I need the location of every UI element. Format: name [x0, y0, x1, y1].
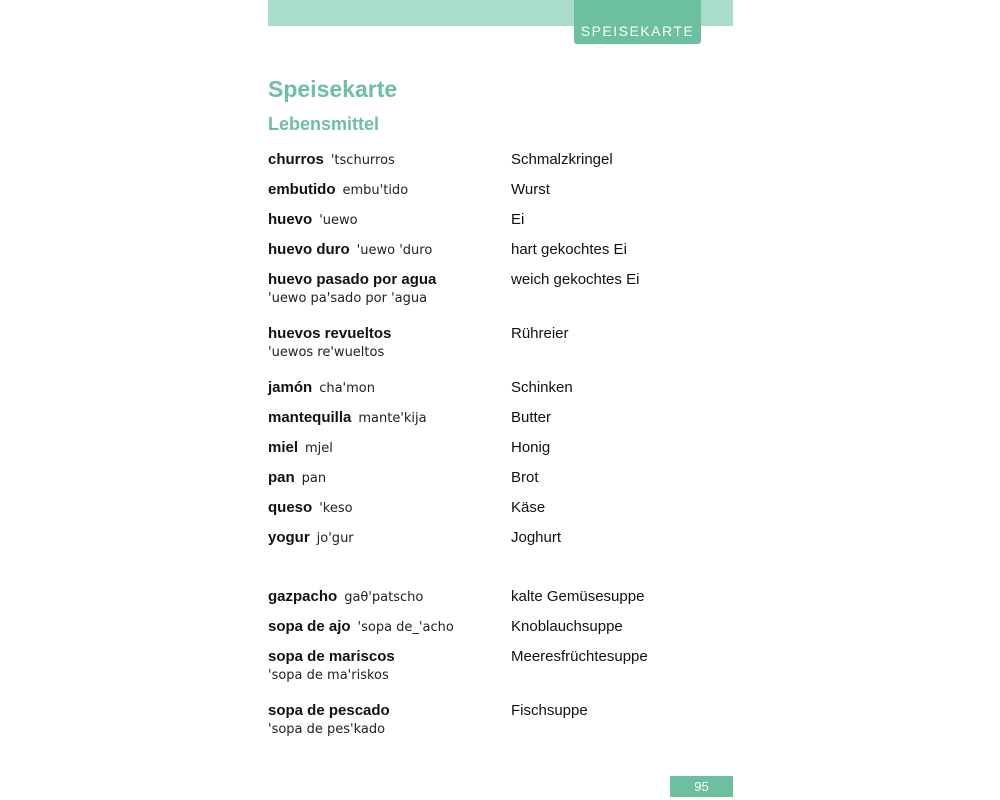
spanish-term: miel — [268, 439, 299, 456]
page-number: 95 — [670, 776, 733, 797]
spanish-term: mantequilla — [268, 409, 352, 426]
spanish-term: yogur — [268, 529, 310, 546]
pronunciation: 'tschurros — [330, 153, 395, 168]
pronunciation: 'uewo — [319, 213, 358, 228]
german-translation: Schinken — [511, 379, 573, 396]
german-translation: Rühreier — [511, 325, 569, 342]
page-title: Speisekarte — [268, 76, 398, 102]
german-translation: kalte Gemüsesuppe — [511, 588, 645, 605]
spanish-term: gazpacho — [268, 588, 338, 605]
pronunciation: 'uewo pa'sado por 'agua — [268, 291, 428, 306]
spanish-term: huevo pasado por agua — [268, 271, 437, 288]
pronunciation: 'keso — [319, 501, 353, 516]
pronunciation: jo'gur — [316, 531, 354, 546]
spanish-term: jamón — [268, 379, 313, 396]
pronunciation: 'uewos re'wueltos — [268, 345, 385, 360]
german-translation: Brot — [511, 469, 539, 486]
spanish-term: sopa de pescado — [268, 702, 390, 719]
german-translation: Butter — [511, 409, 552, 426]
german-translation: Schmalzkringel — [511, 151, 613, 168]
pronunciation: embu'tido — [342, 183, 409, 198]
pronunciation: 'sopa de pes'kado — [268, 722, 386, 737]
pronunciation: mjel — [305, 441, 333, 456]
spanish-term: queso — [268, 499, 313, 516]
spanish-term: huevo duro — [268, 241, 350, 258]
pronunciation: gaθ'patscho — [344, 590, 424, 605]
spanish-term: sopa de ajo — [268, 618, 351, 635]
german-translation: Honig — [511, 439, 551, 456]
german-translation: Fischsuppe — [511, 702, 588, 719]
pronunciation: pan — [301, 471, 327, 486]
spanish-term: huevos revueltos — [268, 325, 392, 342]
german-translation: Ei — [511, 211, 525, 228]
pronunciation: 'sopa de_'acho — [357, 620, 454, 635]
german-translation: hart gekochtes Ei — [511, 241, 627, 258]
pronunciation: 'sopa de ma'riskos — [268, 668, 389, 683]
pronunciation: 'uewo 'duro — [356, 243, 433, 258]
spanish-term: huevo — [268, 211, 313, 228]
german-translation: Käse — [511, 499, 546, 516]
spanish-term: pan — [268, 469, 295, 486]
spanish-term: churros — [268, 151, 324, 168]
german-translation: Meeresfrüchtesuppe — [511, 648, 648, 665]
section-tab: SPEISEKARTE — [574, 0, 701, 44]
spanish-term: embutido — [268, 181, 336, 198]
spanish-term: sopa de mariscos — [268, 648, 395, 665]
pronunciation: mante'kija — [358, 411, 427, 426]
german-translation: Joghurt — [511, 529, 562, 546]
section-title: Lebensmittel — [268, 114, 380, 134]
german-translation: Wurst — [511, 181, 550, 198]
pronunciation: cha'mon — [319, 381, 375, 396]
german-translation: weich gekochtes Ei — [511, 271, 640, 288]
german-translation: Knoblauchsuppe — [511, 618, 623, 635]
